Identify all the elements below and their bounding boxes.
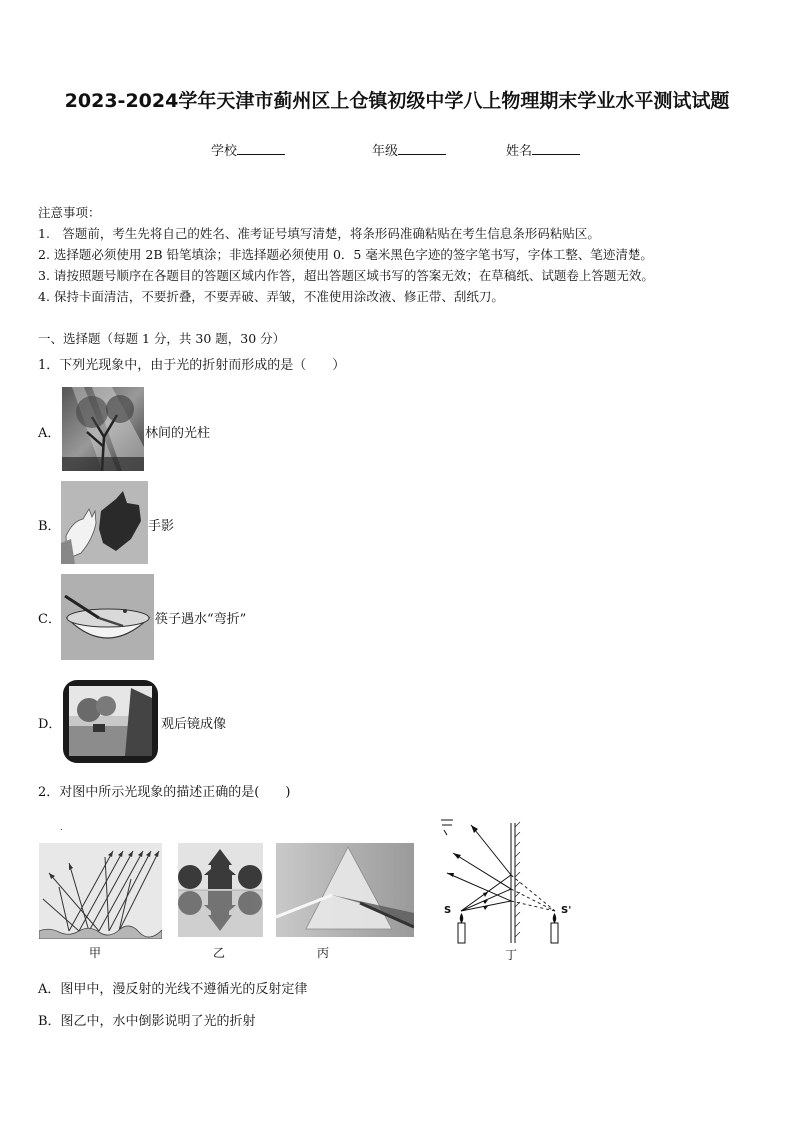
notice-item-4: 4. 保持卡面清洁，不要折叠，不要弄破、弄皱，不准使用涂改液、修正带、刮纸刀。 <box>38 289 504 304</box>
label-s: S <box>444 905 452 916</box>
question-2-option-a: A．图甲中，漫反射的光线不遵循光的反射定律 <box>38 982 308 997</box>
grade-field <box>372 140 446 159</box>
water-reflection-figure <box>178 843 263 937</box>
school-field <box>211 140 285 159</box>
dot-mark: . <box>60 823 63 832</box>
hand-shadow-image <box>61 481 148 564</box>
option-b-letter: B． <box>38 519 61 534</box>
caption-ding: 丁 <box>505 948 518 962</box>
chopsticks-bowl-image <box>61 574 154 660</box>
name-label: 姓名 <box>506 144 533 159</box>
option-d-text: 观后镜成像 <box>161 717 227 732</box>
caption-yi: 乙 <box>213 946 226 960</box>
rearview-mirror-image <box>61 678 160 765</box>
question-2-option-b: B．图乙中，水中倒影说明了光的折射 <box>38 1014 256 1029</box>
caption-bing: 丙 <box>317 946 330 960</box>
name-blank <box>532 142 580 155</box>
grade-label: 年级 <box>372 144 399 159</box>
option-c-text: 筷子遇水“弯折” <box>155 612 247 627</box>
label-s-prime: S' <box>561 905 572 916</box>
notice-item-1: 1. 答题前，考生先将自己的姓名、准考证号填写清楚，将条形码准确粘贴在考生信息条形码粘贴区。 <box>38 226 600 241</box>
option-c-letter: C． <box>38 612 61 627</box>
section-heading: 一、选择题（每题 1 分，共 30 题，30 分） <box>38 331 286 346</box>
question-2-stem: 2．对图中所示光现象的描述正确的是( ) <box>38 785 291 800</box>
question-1-stem: 1．下列光现象中，由于光的折射而形成的是（ ） <box>38 358 346 373</box>
notice-item-2: 2. 选择题必须使用 2B 铅笔填涂；非选择题必须使用 0．5 毫米黑色字迹的签字笔书写，字体工整、笔迹清楚。 <box>38 247 653 262</box>
prism-dispersion-figure <box>276 843 414 937</box>
school-label: 学校 <box>211 144 238 159</box>
forest-light-image <box>62 387 144 471</box>
diffuse-reflection-figure <box>39 843 162 939</box>
option-a-letter: A． <box>38 426 61 441</box>
plane-mirror-figure <box>433 815 583 950</box>
school-blank <box>237 142 285 155</box>
option-b-text: 手影 <box>148 519 175 534</box>
name-field <box>506 140 580 159</box>
grade-blank <box>398 142 446 155</box>
option-a-text: 林间的光柱 <box>145 426 211 441</box>
option-d-letter: D． <box>38 717 62 732</box>
notice-heading: 注意事项： <box>38 205 101 220</box>
notice-item-3: 3. 请按照题号顺序在各题目的答题区域内作答，超出答题区域书写的答案无效；在草稿纸、试题卷上答题无效。 <box>38 268 654 283</box>
caption-jia: 甲 <box>89 946 102 960</box>
page-title: 2023-2024学年天津市蓟州区上仓镇初级中学八上物理期末学业水平测试试题 <box>64 90 730 112</box>
